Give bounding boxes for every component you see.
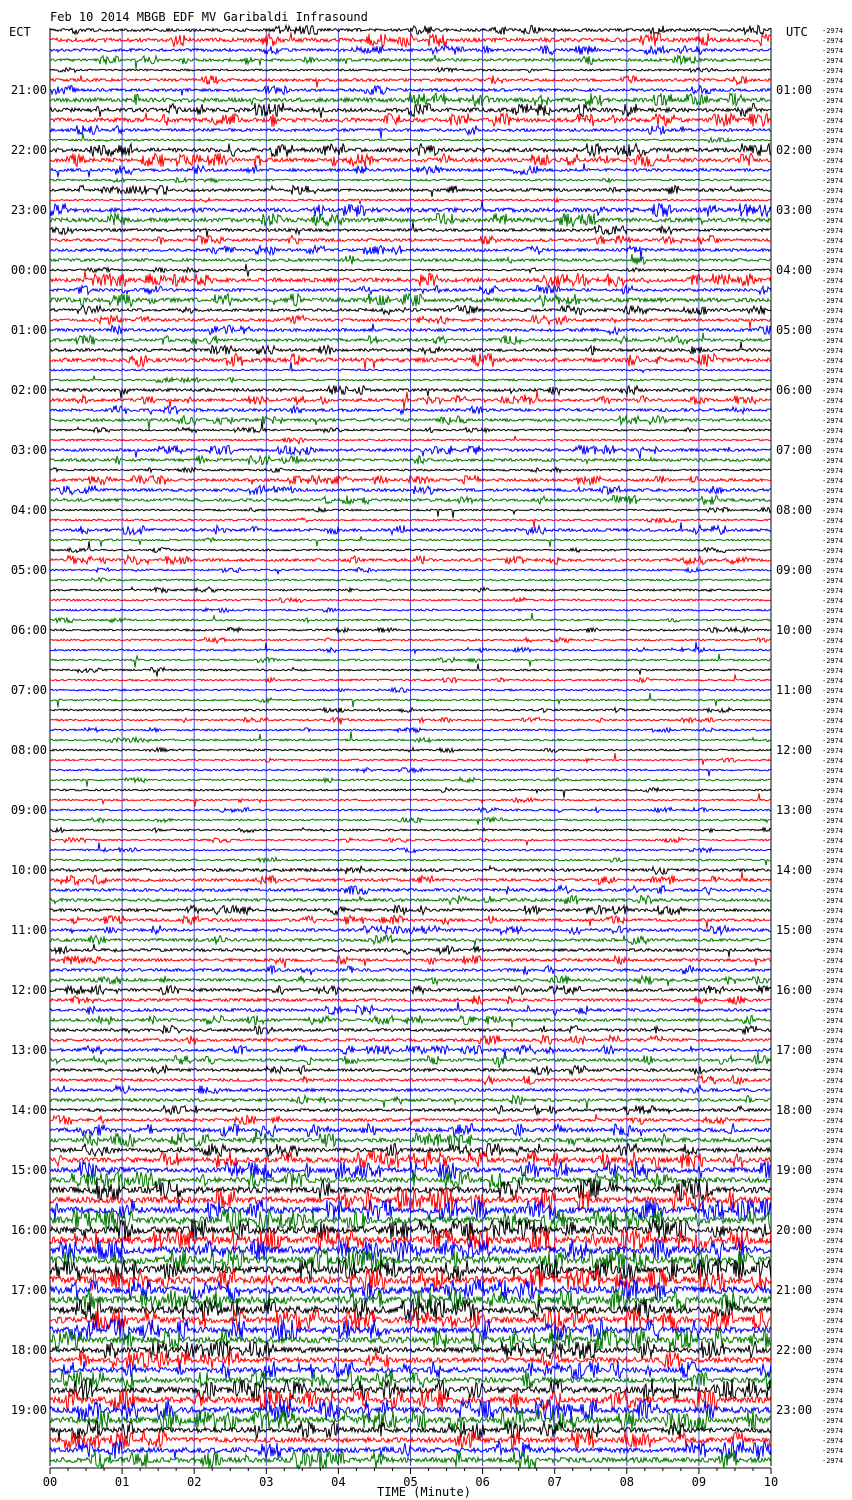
trace-level-label: -2974 [822, 997, 844, 1005]
trace-level-label: -2974 [822, 887, 844, 895]
trace-level-label: -2974 [822, 117, 844, 125]
trace-level-label: -2974 [822, 307, 844, 315]
trace-level-label: -2974 [822, 277, 844, 285]
trace-level-label: -2974 [822, 687, 844, 695]
trace-level-label: -2974 [822, 167, 844, 175]
left-hour-label: 03:00 [10, 443, 47, 457]
trace-level-label: -2974 [822, 397, 844, 405]
left-hour-label: 22:00 [10, 143, 47, 157]
trace-level-label: -2974 [822, 457, 844, 465]
trace-level-label: -2974 [822, 937, 844, 945]
trace-level-label: -2974 [822, 1087, 844, 1095]
trace-level-label: -2974 [822, 217, 844, 225]
trace-level-label: -2974 [822, 1157, 844, 1165]
trace-level-label: -2974 [822, 617, 844, 625]
trace-level-label: -2974 [822, 517, 844, 525]
trace-level-label: -2974 [822, 757, 844, 765]
trace-level-label: -2974 [822, 477, 844, 485]
trace-level-label: -2974 [822, 597, 844, 605]
right-hour-label: 19:00 [776, 1163, 813, 1177]
trace-level-label: -2974 [822, 187, 844, 195]
trace-level-label: -2974 [822, 1217, 844, 1225]
trace-level-label: -2974 [822, 507, 844, 515]
trace-level-label: -2974 [822, 1427, 844, 1435]
right-hour-label: 17:00 [776, 1043, 813, 1057]
trace-level-label: -2974 [822, 827, 844, 835]
right-hour-label: 15:00 [776, 923, 813, 937]
trace-level-label: -2974 [822, 1317, 844, 1325]
trace-level-label: -2974 [822, 27, 844, 35]
trace-level-label: -2974 [822, 667, 844, 675]
trace-level-label: -2974 [822, 587, 844, 595]
trace-level-label: -2974 [822, 967, 844, 975]
left-hour-label: 04:00 [10, 503, 47, 517]
trace-level-label: -2974 [822, 1417, 844, 1425]
trace-level-label: -2974 [822, 1287, 844, 1295]
right-hour-label: 07:00 [776, 443, 813, 457]
left-timezone-label: ECT [9, 25, 31, 39]
left-hour-label: 18:00 [10, 1343, 47, 1357]
trace-level-label: -2974 [822, 547, 844, 555]
trace-level-label: -2974 [822, 357, 844, 365]
trace-level-label: -2974 [822, 677, 844, 685]
trace-level-label: -2974 [822, 157, 844, 165]
trace-level-label: -2974 [822, 447, 844, 455]
right-hour-label: 03:00 [776, 203, 813, 217]
trace-level-label: -2974 [822, 1377, 844, 1385]
trace-level-label: -2974 [822, 267, 844, 275]
trace-level-label: -2974 [822, 1387, 844, 1395]
trace-level-label: -2974 [822, 237, 844, 245]
trace-level-label: -2974 [822, 227, 844, 235]
right-timezone-label: UTC [786, 25, 808, 39]
trace-level-label: -2974 [822, 1247, 844, 1255]
trace-level-label: -2974 [822, 1327, 844, 1335]
trace-level-label: -2974 [822, 627, 844, 635]
trace-level-label: -2974 [822, 337, 844, 345]
left-hour-label: 01:00 [10, 323, 47, 337]
trace-level-label: -2974 [822, 1127, 844, 1135]
trace-level-label: -2974 [822, 777, 844, 785]
trace-level-label: -2974 [822, 407, 844, 415]
trace-level-label: -2974 [822, 817, 844, 825]
trace-level-label: -2974 [822, 1077, 844, 1085]
trace-level-label: -2974 [822, 1357, 844, 1365]
right-hour-label: 18:00 [776, 1103, 813, 1117]
right-hour-label: 16:00 [776, 983, 813, 997]
trace-level-label: -2974 [822, 567, 844, 575]
trace-level-label: -2974 [822, 717, 844, 725]
left-hour-label: 13:00 [10, 1043, 47, 1057]
right-hour-label: 10:00 [776, 623, 813, 637]
trace-level-label: -2974 [822, 147, 844, 155]
left-hour-label: 05:00 [10, 563, 47, 577]
trace-level-label: -2974 [822, 1027, 844, 1035]
trace-level-label: -2974 [822, 37, 844, 45]
trace-level-label: -2974 [822, 1227, 844, 1235]
trace-level-label: -2974 [822, 207, 844, 215]
trace-level-label: -2974 [822, 317, 844, 325]
right-hour-axis [776, 83, 812, 1417]
x-tick-label: 07 [547, 1475, 562, 1489]
trace-level-label: -2974 [822, 987, 844, 995]
left-hour-label: 11:00 [10, 923, 47, 937]
trace-level-label: -2974 [822, 487, 844, 495]
trace-level-label: -2974 [822, 1137, 844, 1145]
trace-level-label: -2974 [822, 977, 844, 985]
trace-level-label: -2974 [822, 537, 844, 545]
trace-level-label: -2974 [822, 127, 844, 135]
trace-level-label: -2974 [822, 1047, 844, 1055]
trace-level-label: -2974 [822, 1347, 844, 1355]
trace-level-label: -2974 [822, 647, 844, 655]
trace-level-label: -2974 [822, 1057, 844, 1065]
trace-level-label: -2974 [822, 497, 844, 505]
right-hour-label: 21:00 [776, 1283, 813, 1297]
trace-level-label: -2974 [822, 107, 844, 115]
trace-level-label: -2974 [822, 1407, 844, 1415]
trace-level-label: -2974 [822, 1277, 844, 1285]
left-hour-label: 15:00 [10, 1163, 47, 1177]
trace-level-label: -2974 [822, 1117, 844, 1125]
trace-level-label: -2974 [822, 957, 844, 965]
left-hour-label: 00:00 [10, 263, 47, 277]
trace-level-label: -2974 [822, 877, 844, 885]
trace-level-label: -2974 [822, 177, 844, 185]
right-hour-label: 23:00 [776, 1403, 813, 1417]
left-hour-label: 14:00 [10, 1103, 47, 1117]
trace-level-label: -2974 [822, 417, 844, 425]
trace-level-label: -2974 [822, 1447, 844, 1455]
chart-title: Feb 10 2014 MBGB EDF MV Garibaldi Infrasound [50, 10, 368, 24]
left-hour-label: 07:00 [10, 683, 47, 697]
x-tick-label: 09 [691, 1475, 707, 1489]
trace-level-label: -2974 [822, 87, 844, 95]
trace-level-label: -2974 [822, 67, 844, 75]
trace-level-label: -2974 [822, 1067, 844, 1075]
trace-level-label: -2974 [822, 97, 844, 105]
trace-level-label: -2974 [822, 1107, 844, 1115]
trace-level-label: -2974 [822, 857, 844, 865]
trace-level-label: -2974 [822, 907, 844, 915]
x-tick-label: 10 [763, 1475, 779, 1489]
x-tick-label: 00 [42, 1475, 58, 1489]
left-hour-label: 02:00 [10, 383, 47, 397]
x-tick-label: 04 [331, 1475, 346, 1489]
trace-level-label: -2974 [822, 327, 844, 335]
trace-level-label: -2974 [822, 1037, 844, 1045]
right-hour-label: 14:00 [776, 863, 813, 877]
trace-level-label: -2974 [822, 527, 844, 535]
left-hour-label: 19:00 [10, 1403, 47, 1417]
trace-level-label: -2974 [822, 807, 844, 815]
x-tick-label: 03 [259, 1475, 274, 1489]
trace-level-label: -2974 [822, 1207, 844, 1215]
x-axis-label: TIME (Minute) [377, 1485, 471, 1499]
trace-level-label: -2974 [822, 797, 844, 805]
trace-level-label: -2974 [822, 197, 844, 205]
trace-level-label: -2974 [822, 747, 844, 755]
trace-level-label: -2974 [822, 1397, 844, 1405]
trace-level-label: -2974 [822, 47, 844, 55]
trace-level-label: -2974 [822, 837, 844, 845]
left-hour-label: 08:00 [10, 743, 47, 757]
trace-level-label: -2974 [822, 947, 844, 955]
x-tick-label: 05 [403, 1475, 418, 1489]
trace-level-label: -2974 [822, 1147, 844, 1155]
trace-level-label: -2974 [822, 1337, 844, 1345]
left-hour-label: 12:00 [10, 983, 47, 997]
trace-level-label: -2974 [822, 1437, 844, 1445]
right-hour-label: 11:00 [776, 683, 813, 697]
trace-level-labels [822, 27, 843, 1465]
trace-level-label: -2974 [822, 767, 844, 775]
left-hour-label: 16:00 [10, 1223, 47, 1237]
trace-level-label: -2974 [822, 1097, 844, 1105]
right-hour-label: 01:00 [776, 83, 813, 97]
trace-level-label: -2974 [822, 577, 844, 585]
trace-level-label: -2974 [822, 1177, 844, 1185]
trace-level-label: -2974 [822, 607, 844, 615]
right-hour-label: 08:00 [776, 503, 813, 517]
trace-level-label: -2974 [822, 927, 844, 935]
trace-level-label: -2974 [822, 137, 844, 145]
trace-level-label: -2974 [822, 657, 844, 665]
trace-level-label: -2974 [822, 257, 844, 265]
left-hour-label: 21:00 [10, 83, 47, 97]
trace-level-label: -2974 [822, 1367, 844, 1375]
right-hour-label: 22:00 [776, 1343, 813, 1357]
trace-level-label: -2974 [822, 1297, 844, 1305]
right-hour-label: 02:00 [776, 143, 813, 157]
trace-level-label: -2974 [822, 1257, 844, 1265]
trace-level-label: -2974 [822, 1187, 844, 1195]
trace-level-label: -2974 [822, 697, 844, 705]
trace-level-label: -2974 [822, 1007, 844, 1015]
trace-level-label: -2974 [822, 467, 844, 475]
right-hour-label: 06:00 [776, 383, 813, 397]
trace-level-label: -2974 [822, 247, 844, 255]
trace-level-label: -2974 [822, 867, 844, 875]
trace-level-label: -2974 [822, 1457, 844, 1465]
trace-level-label: -2974 [822, 917, 844, 925]
trace-level-label: -2974 [822, 1267, 844, 1275]
trace-level-label: -2974 [822, 897, 844, 905]
right-hour-label: 09:00 [776, 563, 813, 577]
right-hour-label: 20:00 [776, 1223, 813, 1237]
x-tick-label: 06 [475, 1475, 490, 1489]
left-hour-axis [11, 83, 47, 1417]
left-hour-label: 09:00 [10, 803, 47, 817]
trace-level-label: -2974 [822, 1167, 844, 1175]
trace-level-label: -2974 [822, 437, 844, 445]
right-hour-label: 13:00 [776, 803, 813, 817]
trace-level-label: -2974 [822, 1197, 844, 1205]
trace-level-label: -2974 [822, 737, 844, 745]
trace-level-label: -2974 [822, 1307, 844, 1315]
trace-level-label: -2974 [822, 287, 844, 295]
left-hour-label: 17:00 [10, 1283, 47, 1297]
trace-level-label: -2974 [822, 387, 844, 395]
trace-level-label: -2974 [822, 427, 844, 435]
trace-level-label: -2974 [822, 377, 844, 385]
trace-level-label: -2974 [822, 1017, 844, 1025]
trace-level-label: -2974 [822, 847, 844, 855]
trace-level-label: -2974 [822, 77, 844, 85]
trace-level-label: -2974 [822, 347, 844, 355]
trace-level-label: -2974 [822, 557, 844, 565]
right-hour-label: 04:00 [776, 263, 813, 277]
trace-level-label: -2974 [822, 787, 844, 795]
x-tick-label: 08 [619, 1475, 635, 1489]
x-tick-label: 01 [114, 1475, 130, 1489]
trace-level-label: -2974 [822, 367, 844, 375]
trace-level-label: -2974 [822, 727, 844, 735]
right-hour-label: 05:00 [776, 323, 813, 337]
trace-level-label: -2974 [822, 297, 844, 305]
x-tick-label: 02 [186, 1475, 202, 1489]
right-hour-label: 12:00 [776, 743, 813, 757]
left-hour-label: 23:00 [10, 203, 47, 217]
trace-level-label: -2974 [822, 707, 844, 715]
left-hour-label: 06:00 [10, 623, 47, 637]
trace-level-label: -2974 [822, 637, 844, 645]
trace-level-label: -2974 [822, 57, 844, 65]
left-hour-label: 10:00 [10, 863, 47, 877]
trace-level-label: -2974 [822, 1237, 844, 1245]
